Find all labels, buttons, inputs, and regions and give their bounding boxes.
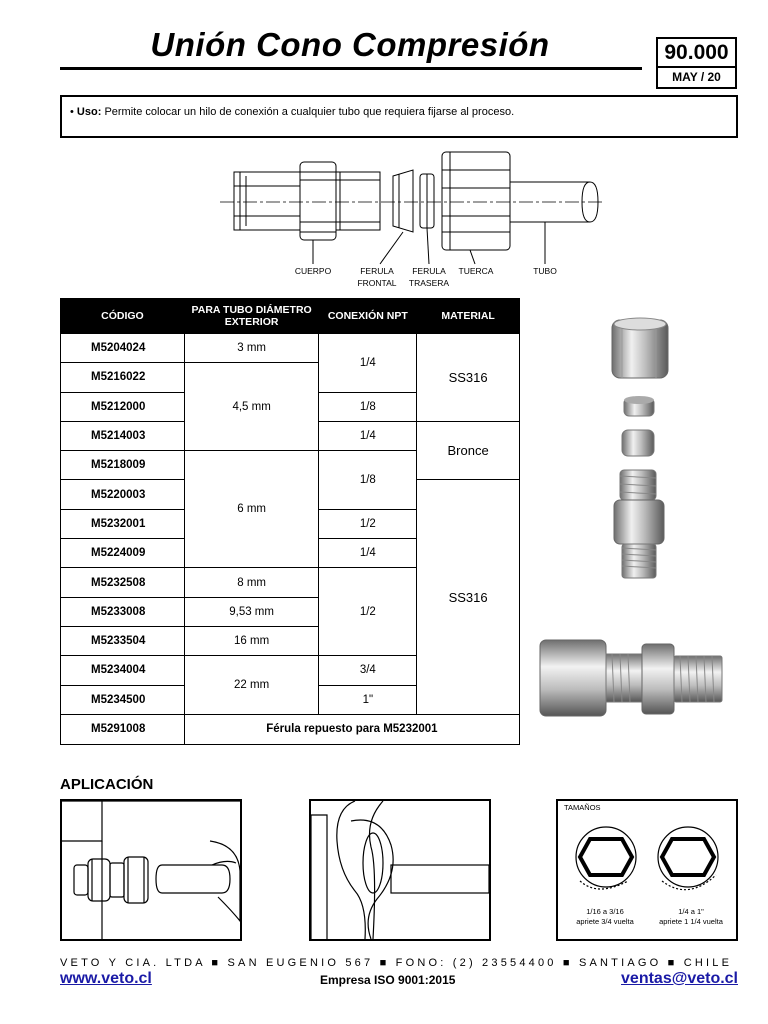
label-tuerca: TUERCA — [458, 266, 494, 276]
page-title: Unión Cono Compresión — [150, 26, 550, 63]
label-cuerpo: CUERPO — [294, 266, 332, 276]
connection-cell: 1/4 — [319, 334, 417, 393]
iso-certification: Empresa ISO 9001:2015 — [320, 973, 456, 987]
code-cell: M5214003 — [61, 421, 185, 450]
header-diametro: PARA TUBO DIÁMETRO EXTERIOR — [184, 299, 319, 334]
size-caption-small: 1/16 a 3/16 apriete 3/4 vuelta — [576, 907, 634, 926]
code-cell: M5218009 — [61, 451, 185, 480]
connection-cell: 1/8 — [319, 451, 417, 510]
diameter-cell: 9,53 mm — [184, 597, 319, 626]
company-info-line: VETO Y CIA. LTDA ■ SAN EUGENIO 567 ■ FONO: (2) 23554400 ■ SANTIAGO ■ CHILE — [60, 957, 733, 969]
header-codigo: CÓDIGO — [61, 299, 185, 334]
connection-cell: 1/8 — [319, 392, 417, 421]
document-date: MAY / 20 — [672, 70, 721, 84]
table-header-row — [61, 299, 520, 334]
code-cell: M5216022 — [61, 363, 185, 392]
title-rule — [60, 67, 642, 70]
label-ferula-trasera: FERULA TRASERA — [408, 266, 450, 288]
diameter-cell: 4,5 mm — [184, 363, 319, 451]
material-cell: Bronce — [417, 421, 520, 480]
application-panel-1 — [60, 799, 242, 941]
uso-label: Uso: — [76, 106, 102, 118]
product-photo-icon — [536, 310, 736, 740]
code-cell: M5220003 — [61, 480, 185, 509]
diameter-cell: 16 mm — [184, 626, 319, 655]
connection-cell: 1" — [319, 685, 417, 714]
material-cell: SS316 — [417, 334, 520, 422]
code-cell: M5234500 — [61, 685, 185, 714]
spec-table — [60, 298, 520, 745]
code-cell: M5233008 — [61, 597, 185, 626]
uso-text: Permite colocar un hilo de conexión a cualquier tubo que requiera fijarse al proceso. — [104, 106, 515, 118]
connection-cell: 1/2 — [319, 509, 417, 538]
document-code: 90.000 — [658, 39, 735, 68]
label-ferula-frontal: FERULA FRONTAL — [357, 266, 397, 288]
diameter-cell: 3 mm — [184, 334, 319, 363]
connection-cell: 1/4 — [319, 539, 417, 568]
connection-cell: 1/2 — [319, 568, 417, 656]
header-conexion: CONEXIÓN NPT — [319, 299, 417, 334]
diameter-cell: 22 mm — [184, 656, 319, 715]
wrench-hand-icon — [62, 801, 240, 939]
sizes-panel — [556, 799, 738, 941]
table-row — [61, 334, 520, 363]
material-cell: SS316 — [417, 480, 520, 714]
product-photos — [536, 310, 736, 740]
email-link[interactable]: ventas@veto.cl — [621, 970, 738, 987]
table-row — [61, 714, 520, 744]
code-cell: M5232001 — [61, 509, 185, 538]
code-cell: M5233504 — [61, 626, 185, 655]
aplicacion-title: APLICACIÓN — [60, 776, 154, 793]
spare-note-cell: Férula repuesto para M5232001 — [184, 714, 519, 744]
diameter-cell: 6 mm — [184, 451, 319, 568]
diameter-cell: 8 mm — [184, 568, 319, 597]
code-cell: M5234004 — [61, 656, 185, 685]
code-cell: M5204024 — [61, 334, 185, 363]
header-material: MATERIAL — [417, 299, 520, 334]
code-cell: M5212000 — [61, 392, 185, 421]
sizes-label: TAMAÑOS — [564, 803, 601, 812]
connection-cell: 3/4 — [319, 656, 417, 685]
website-link[interactable]: www.veto.cl — [60, 970, 152, 987]
document-code-box — [656, 37, 737, 89]
code-cell: M5224009 — [61, 539, 185, 568]
label-tubo: TUBO — [533, 266, 557, 276]
code-cell: M5232508 — [61, 568, 185, 597]
code-cell: M5291008 — [61, 714, 185, 744]
uso-bullet: • — [70, 106, 74, 118]
uso-box — [60, 95, 738, 138]
exploded-fitting-diagram — [200, 146, 620, 296]
connection-cell: 1/4 — [319, 421, 417, 450]
size-caption-large: 1/4 a 1" apriete 1 1/4 vuelta — [659, 907, 723, 926]
spanner-icon — [311, 801, 489, 939]
application-panel-2 — [309, 799, 491, 941]
